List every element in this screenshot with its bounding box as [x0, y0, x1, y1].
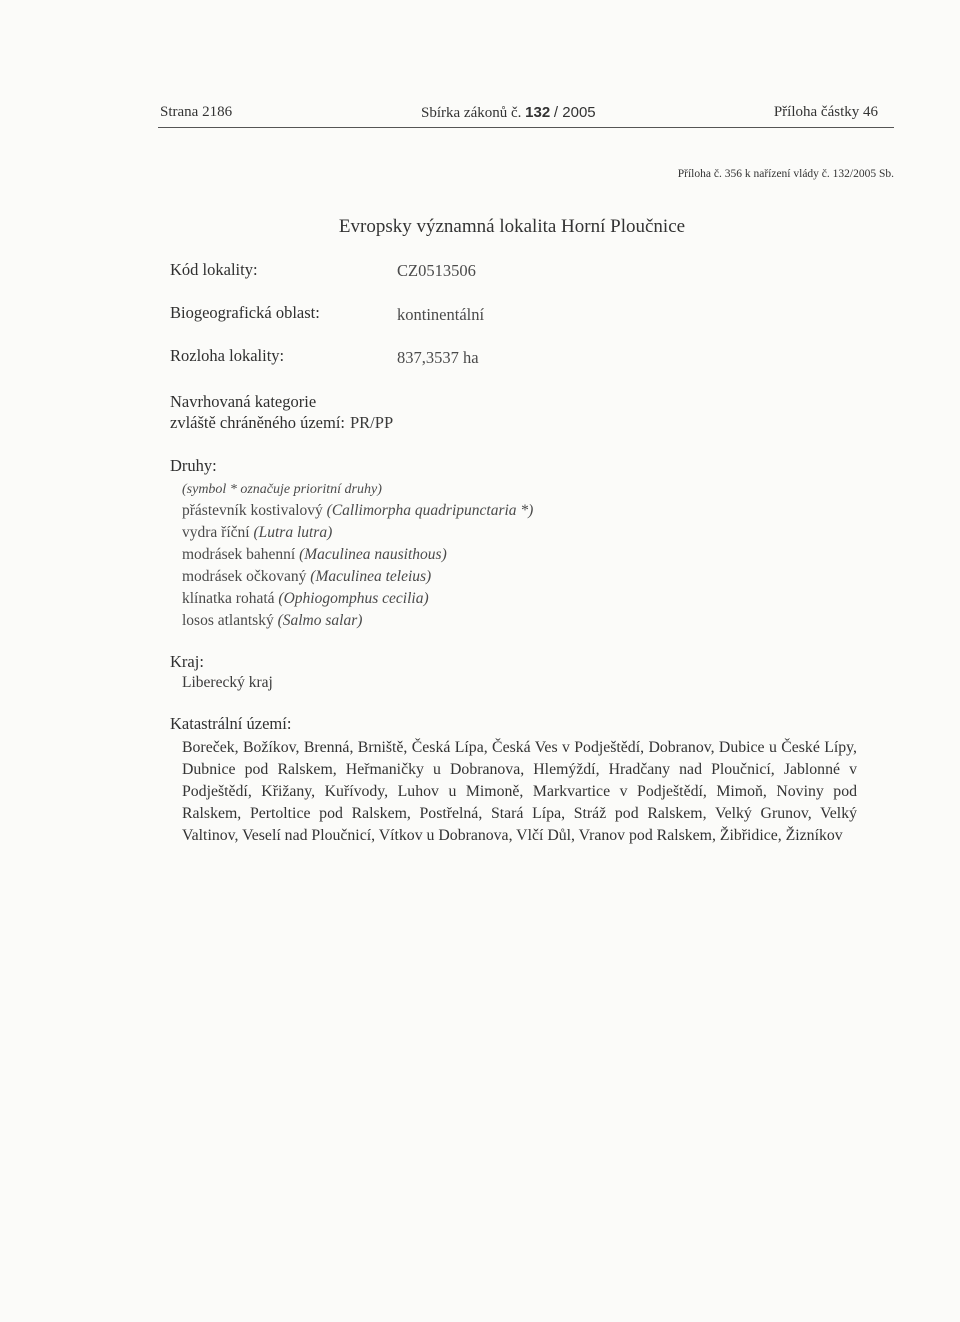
- category-label-line1: Navrhovaná kategorie: [170, 392, 317, 411]
- region-value: Liberecký kraj: [182, 674, 273, 691]
- list-item: modrásek očkovaný (Maculinea teleius): [182, 568, 432, 585]
- category-value: PR/PP: [350, 413, 394, 432]
- list-item: klínatka rohatá (Ophiogomphus cecilia): [182, 590, 429, 607]
- annex-note: Příloha č. 356 k nařízení vlády č. 132/2005 Sb.: [677, 168, 894, 180]
- list-item: modrásek bahenní (Maculinea nausithous): [182, 546, 447, 563]
- collection-year: / 2005: [553, 104, 596, 121]
- collection-reference: [421, 104, 596, 122]
- site-area-label: Rozloha lokality:: [170, 346, 285, 365]
- cadastral-heading: Katastrální území:: [170, 714, 292, 733]
- species-heading: Druhy:: [170, 456, 217, 475]
- list-item: přástevník kostivalový (Callimorpha quadripunctaria *): [182, 502, 534, 519]
- category-label-line2: zvláště chráněného území:: [170, 413, 345, 432]
- site-area-value: 837,3537 ha: [397, 348, 479, 367]
- header-divider: [158, 127, 894, 128]
- page-title: Evropsky významná lokalita Horní Ploučnice: [338, 216, 686, 237]
- species-note: (symbol * označuje prioritní druhy): [182, 482, 382, 497]
- biogeo-region-label: Biogeografická oblast:: [170, 303, 320, 322]
- list-item: losos atlantský (Salmo salar): [182, 612, 363, 629]
- page-number: Strana 2186: [160, 104, 233, 120]
- list-item: vydra říční (Lutra lutra): [182, 524, 333, 541]
- site-code-label: Kód lokality:: [170, 260, 258, 279]
- site-code-value: CZ0513506: [397, 261, 476, 280]
- species-list: [182, 478, 533, 632]
- collection-prefix: Sbírka zákonů č.: [421, 105, 522, 121]
- annex-part: Příloha částky 46: [773, 104, 878, 120]
- category-row: [170, 413, 393, 433]
- biogeo-region-value: kontinentální: [397, 305, 485, 324]
- region-heading: Kraj:: [170, 652, 204, 671]
- collection-number: 132: [525, 104, 551, 121]
- cadastral-list: Boreček, Božíkov, Brenná, Brniště, Česká Lípa, Česká Ves v Podještědí, Dobranov, Dubice u České Lípy, Dubnice pod Ralskem, Heřmaničky u Dobranova, Hlemýždí, Hradčany nad Ploučnicí, Jablonné v Podještědí, Křižany, Kuřívody, Luhov u Mimoně, Markvartice v Podještědí, Mimoň, Noviny pod Ralskem, Pertoltice pod Ralskem, Postřelná, Stará Lípa, Stráž pod Ralskem, Velký Grunov, Velký Valtinov, Veselí nad Ploučnicí, Vítkov u Dobranova, Vlčí Důl, Vranov pod Ralskem, Žibřidice, Žizníkov: [182, 739, 857, 844]
